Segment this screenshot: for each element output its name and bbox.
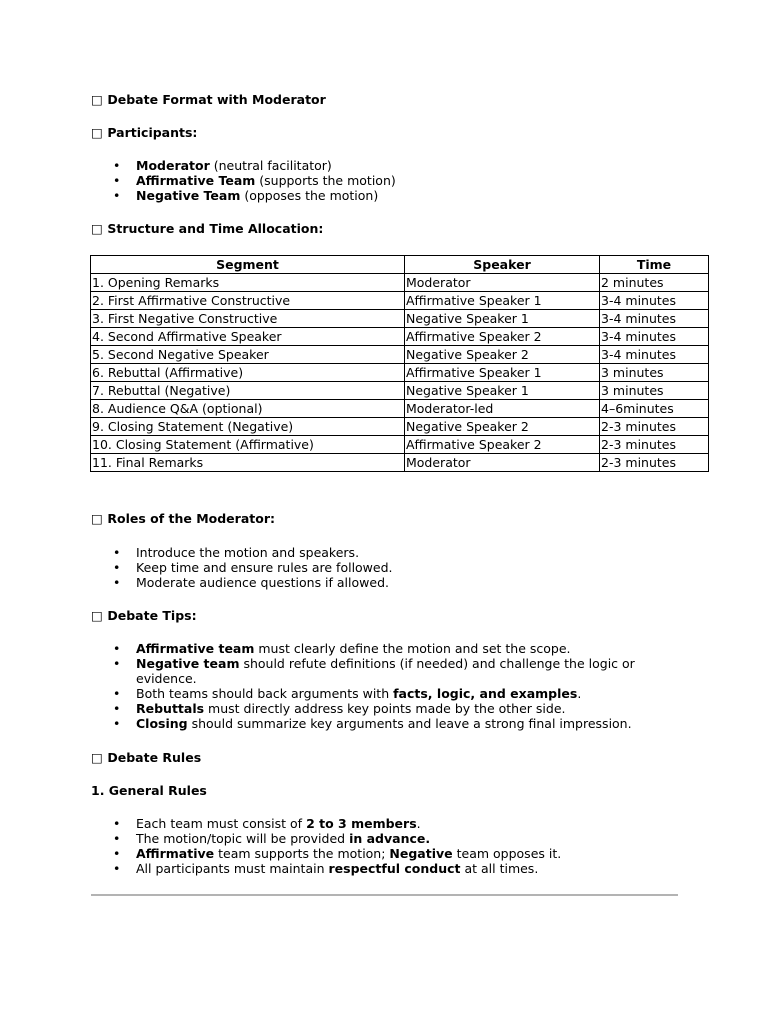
structure-heading: [91, 221, 323, 237]
moderator-roles-heading-text: Roles of the Moderator:: [107, 511, 275, 526]
segment-cell: 2. First Affirmative Constructive: [91, 292, 405, 310]
document-title: [91, 92, 326, 108]
tip-emphasis: Negative team: [136, 656, 240, 671]
speaker-cell: Moderator: [405, 274, 600, 292]
tip-emphasis: Closing: [136, 716, 188, 731]
moderator-roles-list: [91, 545, 651, 590]
rule-emphasis: Negative: [389, 846, 453, 861]
time-cell: 2-3 minutes: [600, 418, 709, 436]
time-cell: 3 minutes: [600, 364, 709, 382]
list-item: [91, 158, 651, 173]
participant-desc: (supports the motion): [255, 173, 396, 188]
rule-emphasis: respectful conduct: [328, 861, 461, 876]
speaker-cell: Affirmative Speaker 1: [405, 292, 600, 310]
speaker-cell: Moderator: [405, 454, 600, 472]
time-cell: 2 minutes: [600, 274, 709, 292]
participant-role: Moderator: [136, 158, 210, 173]
segment-cell: 5. Second Negative Speaker: [91, 346, 405, 364]
list-item: [91, 716, 651, 731]
rule-text: at all times.: [460, 861, 539, 876]
rule-text: .: [416, 816, 421, 831]
list-item: [91, 861, 651, 876]
table-row: [91, 328, 709, 346]
general-rules-list: [91, 816, 651, 876]
list-item: • Introduce the motion and speakers.: [91, 545, 651, 560]
column-header-speaker: Speaker: [405, 256, 600, 274]
time-cell: 2-3 minutes: [600, 436, 709, 454]
speaker-cell: Negative Speaker 1: [405, 382, 600, 400]
table-row: [91, 418, 709, 436]
speaker-cell: Negative Speaker 2: [405, 418, 600, 436]
tip-text: must clearly define the motion and set the scope.: [254, 641, 571, 656]
list-item: [91, 831, 651, 846]
speaker-cell: Affirmative Speaker 2: [405, 436, 600, 454]
participants-list: [91, 158, 651, 203]
segment-cell: 4. Second Affirmative Speaker: [91, 328, 405, 346]
moderator-roles-heading: [91, 511, 275, 527]
time-cell: 3-4 minutes: [600, 310, 709, 328]
speaker-cell: Affirmative Speaker 2: [405, 328, 600, 346]
time-cell: 2-3 minutes: [600, 454, 709, 472]
participant-desc: (neutral facilitator): [209, 158, 332, 173]
segment-cell: 6. Rebuttal (Affirmative): [91, 364, 405, 382]
square-placeholder-icon: □: [91, 125, 103, 140]
tip-emphasis: Rebuttals: [136, 701, 205, 716]
segment-cell: 8. Audience Q&A (optional): [91, 400, 405, 418]
table-row: [91, 346, 709, 364]
rule-text: All participants must maintain: [136, 861, 329, 876]
participant-role: Affirmative Team: [136, 173, 256, 188]
segment-cell: 1. Opening Remarks: [91, 274, 405, 292]
column-header-time: Time: [600, 256, 709, 274]
list-item: [91, 188, 651, 203]
table-row: [91, 454, 709, 472]
segment-cell: 9. Closing Statement (Negative): [91, 418, 405, 436]
segment-cell: 11. Final Remarks: [91, 454, 405, 472]
square-placeholder-icon: □: [91, 608, 103, 623]
debate-tips-heading: [91, 608, 197, 624]
rule-text: The motion/topic will be provided: [136, 831, 350, 846]
list-item: [91, 656, 651, 686]
rule-emphasis: Affirmative: [136, 846, 215, 861]
speaker-cell: Negative Speaker 1: [405, 310, 600, 328]
segment-cell: 10. Closing Statement (Affirmative): [91, 436, 405, 454]
general-rules-subheading: 1. General Rules: [91, 783, 207, 798]
rule-text: Each team must consist of: [136, 816, 307, 831]
time-allocation-table: [90, 255, 709, 472]
list-item: • Keep time and ensure rules are followed.: [91, 560, 651, 575]
segment-cell: 3. First Negative Constructive: [91, 310, 405, 328]
debate-tips-list: [91, 641, 651, 731]
document-title-text: Debate Format with Moderator: [107, 92, 326, 107]
table-header-row: [91, 256, 709, 274]
tip-text: must directly address key points made by the other side.: [204, 701, 566, 716]
table-row: [91, 382, 709, 400]
participant-role: Negative Team: [136, 188, 241, 203]
time-cell: 3 minutes: [600, 382, 709, 400]
square-placeholder-icon: □: [91, 511, 103, 526]
square-placeholder-icon: □: [91, 221, 103, 236]
time-cell: 3-4 minutes: [600, 292, 709, 310]
tip-emphasis: Affirmative team: [136, 641, 255, 656]
table-row: [91, 274, 709, 292]
tip-text: should summarize key arguments and leave a strong final impression.: [187, 716, 632, 731]
list-item: [91, 173, 651, 188]
list-item: [91, 686, 651, 701]
participant-desc: (opposes the motion): [240, 188, 379, 203]
rule-text: team supports the motion;: [214, 846, 390, 861]
segment-cell: 7. Rebuttal (Negative): [91, 382, 405, 400]
list-item: [91, 701, 651, 716]
square-placeholder-icon: □: [91, 92, 103, 107]
table-row: [91, 400, 709, 418]
list-item: [91, 816, 651, 831]
rule-emphasis: in advance.: [349, 831, 431, 846]
list-item: • Moderate audience questions if allowed.: [91, 575, 651, 590]
square-placeholder-icon: □: [91, 750, 103, 765]
debate-tips-heading-text: Debate Tips:: [107, 608, 197, 623]
horizontal-divider: [91, 894, 678, 896]
time-cell: 3-4 minutes: [600, 328, 709, 346]
table-row: [91, 292, 709, 310]
table-row: [91, 436, 709, 454]
list-item: [91, 641, 651, 656]
list-item: [91, 846, 651, 861]
rule-text: team opposes it.: [452, 846, 562, 861]
column-header-segment: Segment: [91, 256, 405, 274]
time-cell: 3-4 minutes: [600, 346, 709, 364]
tip-text: should refute definitions (if needed) and challenge the logic or evidence.: [136, 656, 635, 686]
table-row: [91, 310, 709, 328]
tip-text: .: [577, 686, 582, 701]
time-cell: 4–6minutes: [600, 400, 709, 418]
tip-text: Both teams should back arguments with: [136, 686, 394, 701]
tip-emphasis: facts, logic, and examples: [393, 686, 578, 701]
structure-heading-text: Structure and Time Allocation:: [107, 221, 324, 236]
table-row: [91, 364, 709, 382]
participants-heading: [91, 125, 197, 141]
speaker-cell: Negative Speaker 2: [405, 346, 600, 364]
debate-rules-heading-text: Debate Rules: [107, 750, 202, 765]
participants-heading-text: Participants:: [107, 125, 198, 140]
debate-rules-heading: [91, 750, 201, 766]
rule-emphasis: 2 to 3 members: [306, 816, 417, 831]
speaker-cell: Affirmative Speaker 1: [405, 364, 600, 382]
speaker-cell: Moderator-led: [405, 400, 600, 418]
